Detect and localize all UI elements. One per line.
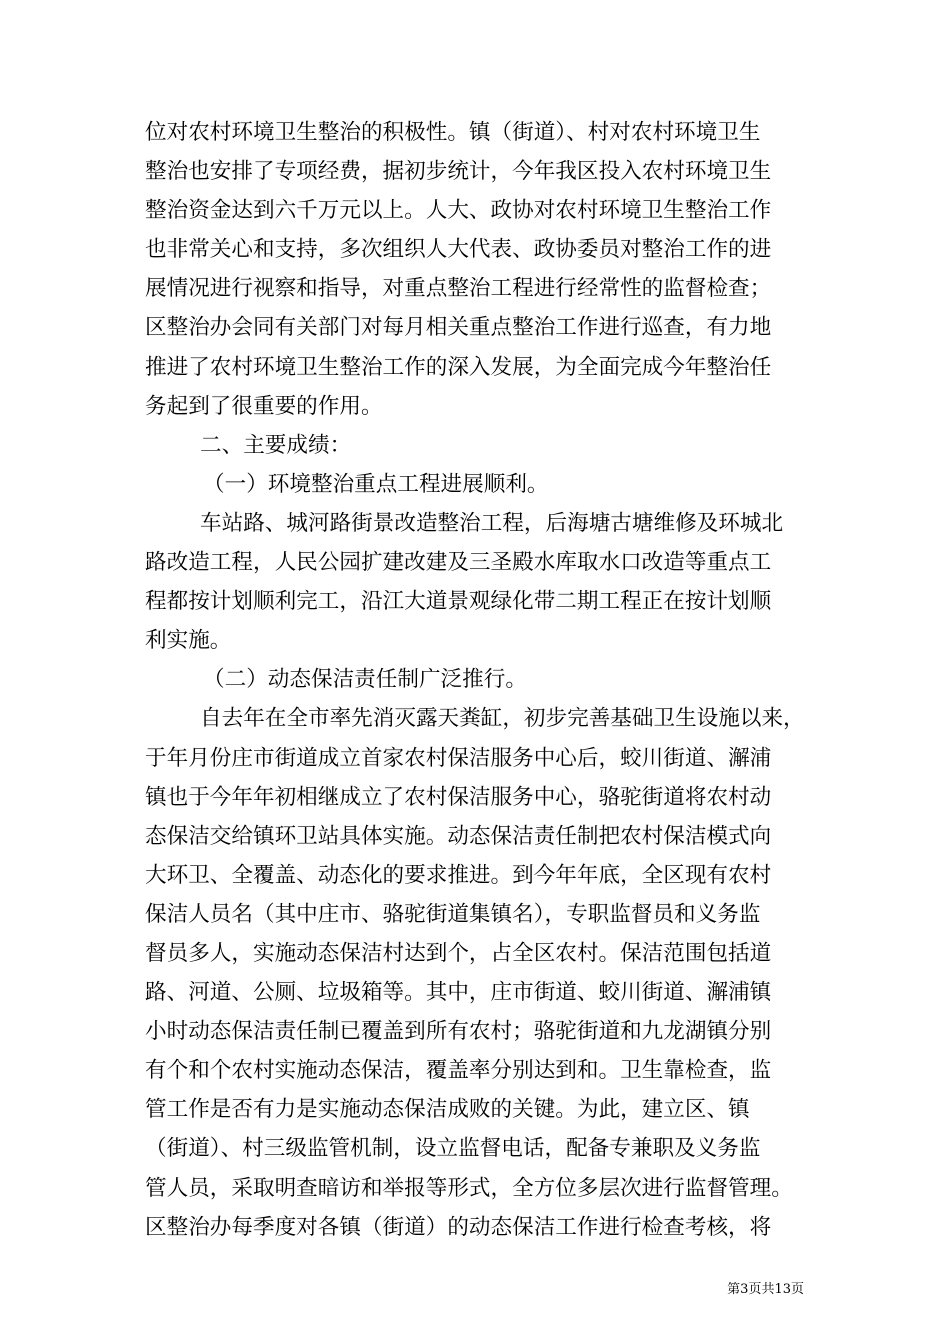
body-line: 路、河道、公厕、垃圾箱等。其中，庄市街道、蛟川街道、澥浦镇 [145, 980, 772, 1006]
body-line: 保洁人员名（其中庄市、骆驼街道集镇名），专职监督员和义务监 [145, 901, 761, 927]
body-line: 整治资金达到六千万元以上。人大、政协对农村环境卫生整治工作 [145, 198, 772, 224]
body-line: 区整治办每季度对各镇（街道）的动态保洁工作进行检查考核，将 [145, 1214, 772, 1240]
body-line: 程都按计划顺利完工，沿江大道景观绿化带二期工程正在按计划顺 [145, 589, 772, 615]
body-line: 推进了农村环境卫生整治工作的深入发展，为全面完成今年整治任 [145, 354, 772, 380]
body-line: 管工作是否有力是实施动态保洁成败的关键。为此，建立区、镇 [145, 1097, 750, 1123]
body-line: 自去年在全市率先消灭露天粪缸，初步完善基础卫生设施以来， [200, 706, 805, 732]
body-line: 展情况进行视察和指导，对重点整治工程进行经常性的监督检查； [145, 276, 772, 302]
body-line: 态保洁交给镇环卫站具体实施。动态保洁责任制把农村保洁模式向 [145, 823, 772, 849]
body-line: 也非常关心和支持，多次组织人大代表、政协委员对整治工作的进 [145, 237, 772, 263]
body-line: 务起到了很重要的作用。 [145, 393, 383, 419]
body-line: 车站路、城河路街景改造整治工程，后海塘古塘维修及环城北 [200, 510, 784, 536]
body-line: 管人员，采取明查暗访和举报等形式，全方位多层次进行监督管理。 [145, 1175, 793, 1201]
body-line: 区整治办会同有关部门对每月相关重点整治工作进行巡查，有力地 [145, 315, 772, 341]
body-line: 小时动态保洁责任制已覆盖到所有农村；骆驼街道和九龙湖镇分别 [145, 1019, 772, 1045]
subsection-heading: （二）动态保洁责任制广泛推行。 [203, 667, 527, 693]
body-line: 路改造工程，人民公园扩建改建及三圣殿水库取水口改造等重点工 [145, 550, 772, 576]
body-line: 大环卫、全覆盖、动态化的要求推进。到今年年底，全区现有农村 [145, 862, 772, 888]
subsection-heading: （一）环境整治重点工程进展顺利。 [203, 471, 549, 497]
page-number: 第3页共13页 [727, 1282, 804, 1297]
section-heading: 二、主要成绩： [200, 432, 352, 458]
body-line: 镇也于今年年初相继成立了农村保洁服务中心，骆驼街道将农村动 [145, 784, 772, 810]
body-line: （街道）、村三级监管机制，设立监督电话，配备专兼职及义务监 [145, 1136, 761, 1162]
body-line: 有个和个农村实施动态保洁，覆盖率分别达到和。卫生靠检查，监 [145, 1058, 772, 1084]
body-line: 整治也安排了专项经费，据初步统计，今年我区投入农村环境卫生 [145, 159, 772, 185]
body-line: 位对农村环境卫生整治的积极性。镇（街道）、村对农村环境卫生 [145, 120, 761, 145]
body-line: 督员多人，实施动态保洁村达到个，占全区农村。保洁范围包括道 [145, 940, 772, 966]
body-line: 利实施。 [145, 628, 232, 654]
document-body [145, 113, 805, 1247]
body-line: 于年月份庄市街道成立首家农村保洁服务中心后，蛟川街道、澥浦 [145, 745, 772, 771]
